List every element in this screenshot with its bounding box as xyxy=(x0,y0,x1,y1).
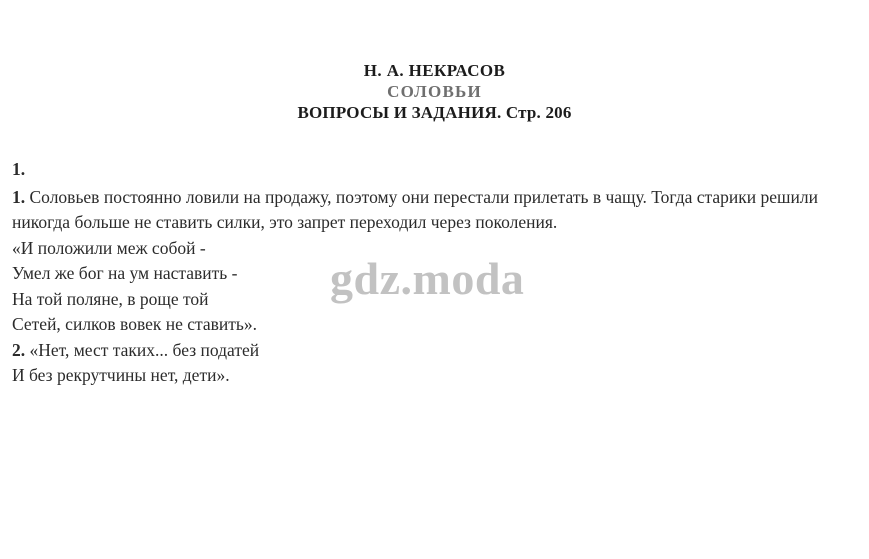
answer-2-text: «Нет, мест таких... без податей xyxy=(25,339,260,360)
verse-line-2: Умел же бог на ум наставить - xyxy=(12,263,238,283)
document-content xyxy=(8,157,861,389)
verse-line-3: На той поляне, в роще той xyxy=(12,288,209,309)
answer-2-number: 2. xyxy=(12,339,26,360)
document-section-heading: ВОПРОСЫ И ЗАДАНИЯ. Стр. 206 xyxy=(297,103,572,122)
document-work-title: СОЛОВЬИ xyxy=(387,82,482,101)
question-1-label xyxy=(12,157,861,183)
answer-1-number: 1. xyxy=(12,186,26,207)
question-1-number: 1. xyxy=(12,159,26,179)
watermark: gdz.moda xyxy=(330,253,525,304)
answer-1-paragraph xyxy=(12,185,861,236)
document-author: Н. А. НЕКРАСОВ xyxy=(363,61,506,80)
answer-2-paragraph xyxy=(12,338,861,364)
document-title-block xyxy=(8,60,861,123)
answer-1-text: Соловьев постоянно ловили на продажу, поэтому они перестали прилетать в чащу. Тогда старики решили никогда больше не ставить силки, это запрет переходил через поколения. xyxy=(12,186,818,232)
verse-line-4: Сетей, силков вовек не ставить». xyxy=(12,314,258,334)
verse-line-5: И без рекрутчины нет, дети». xyxy=(12,365,230,385)
verse-line-1: «И положили меж собой - xyxy=(12,237,206,258)
document-body xyxy=(8,60,861,389)
